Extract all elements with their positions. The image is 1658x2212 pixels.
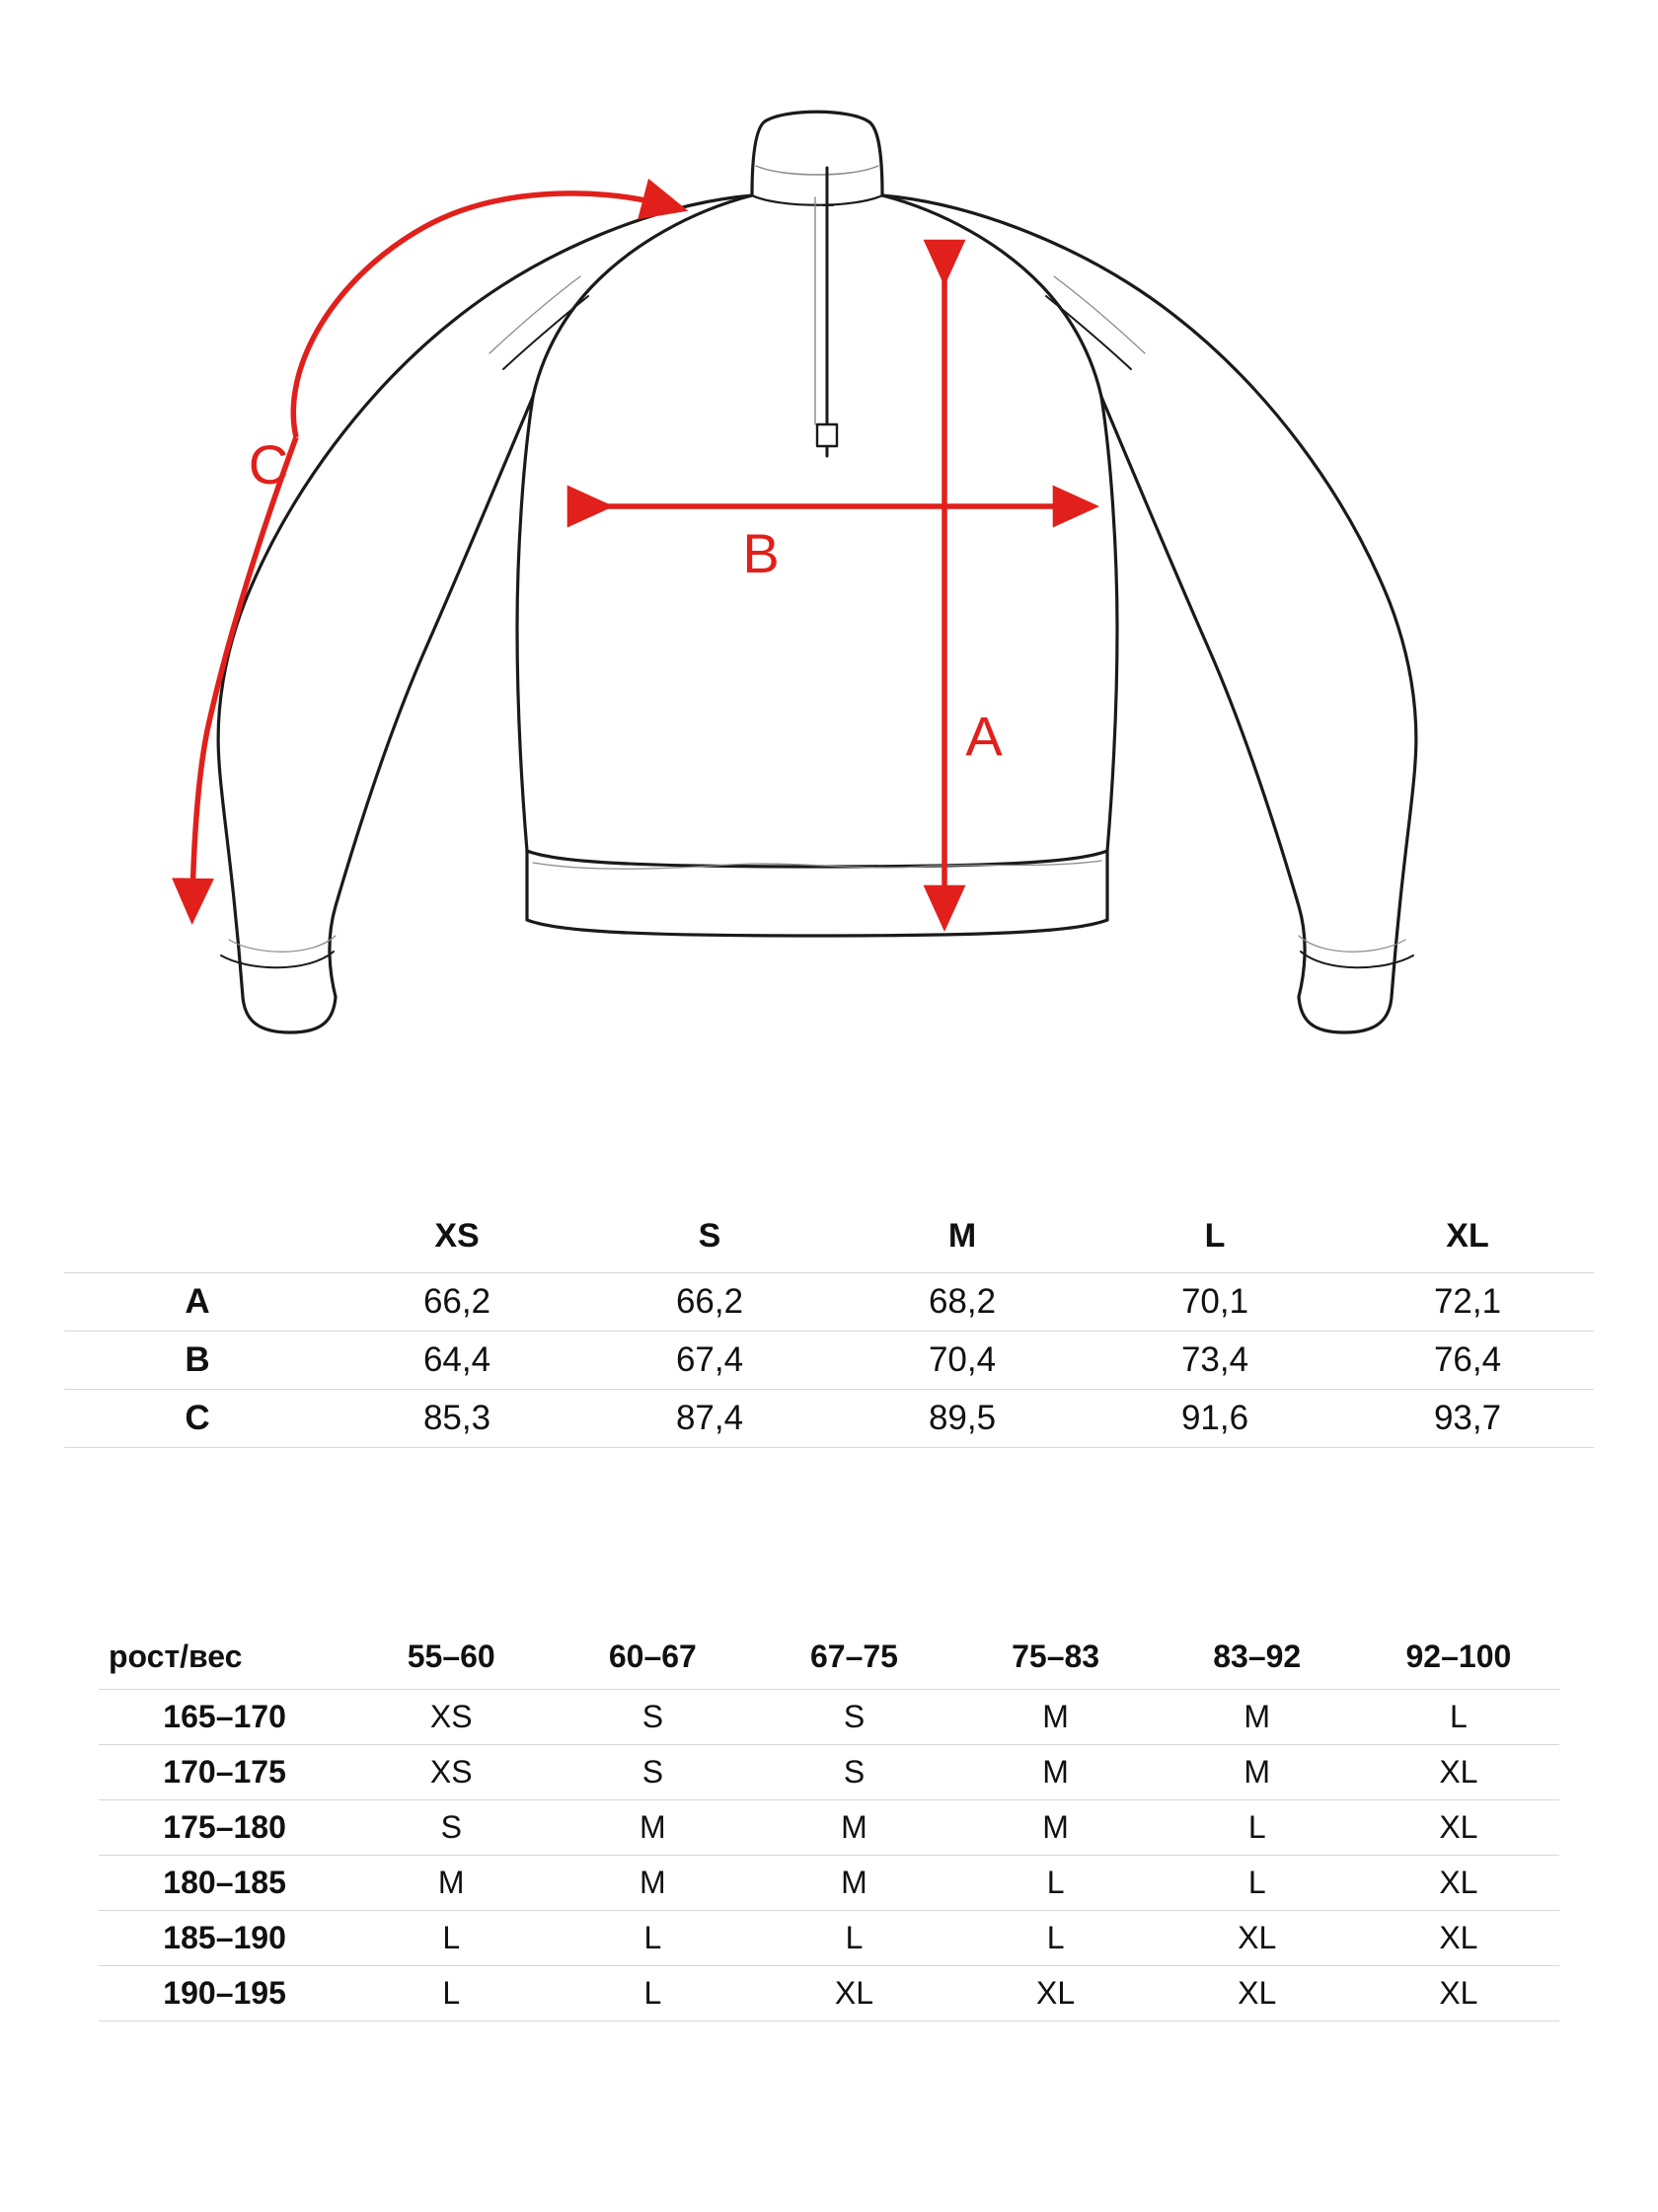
measure-c-m: 89,5 bbox=[928, 1399, 997, 1437]
table-row bbox=[64, 1332, 1594, 1390]
fit-cell-r2c5: M bbox=[1244, 1754, 1271, 1790]
measure-c-s: 87,4 bbox=[675, 1399, 744, 1437]
fit-cell-r2c2: S bbox=[641, 1754, 664, 1790]
fit-cell-r4c1: M bbox=[437, 1865, 465, 1900]
measure-c-l: 91,6 bbox=[1180, 1399, 1249, 1437]
table-row bbox=[99, 1911, 1559, 1966]
fit-cell-r6c3: XL bbox=[834, 1975, 874, 2011]
measurements-corner-cell bbox=[64, 1199, 331, 1273]
measure-label-b: B bbox=[742, 522, 780, 584]
table-row bbox=[64, 1390, 1594, 1448]
fit-cell-r1c2: S bbox=[641, 1699, 664, 1734]
table-row bbox=[64, 1273, 1594, 1332]
height-label-2: 170–175 bbox=[163, 1754, 286, 1790]
size-header-m: M bbox=[947, 1216, 977, 1255]
weight-header-6: 92–100 bbox=[1405, 1638, 1512, 1674]
fit-cell-r4c4: L bbox=[1046, 1865, 1065, 1900]
measure-label-c: C bbox=[248, 433, 289, 496]
fit-cell-r1c4: M bbox=[1042, 1699, 1069, 1734]
size-header-xs: XS bbox=[434, 1216, 480, 1255]
measure-a-xs: 66,2 bbox=[422, 1282, 491, 1321]
table-row bbox=[99, 1966, 1559, 2021]
measure-b-xl: 76,4 bbox=[1433, 1340, 1502, 1379]
measurement-arrow-c bbox=[192, 193, 667, 903]
measure-row-label-a: A bbox=[185, 1282, 210, 1321]
fit-cell-r3c2: M bbox=[640, 1809, 666, 1845]
table-row bbox=[99, 1745, 1559, 1800]
height-label-4: 180–185 bbox=[163, 1865, 286, 1900]
fit-cell-r2c3: S bbox=[843, 1754, 866, 1790]
fit-cell-r5c3: L bbox=[845, 1920, 864, 1955]
fit-cell-r6c2: L bbox=[643, 1975, 662, 2011]
measure-b-s: 67,4 bbox=[675, 1340, 744, 1379]
measure-b-l: 73,4 bbox=[1180, 1340, 1249, 1379]
height-label-3: 175–180 bbox=[163, 1809, 286, 1845]
fit-cell-r3c4: M bbox=[1042, 1809, 1069, 1845]
weight-header-2: 60–67 bbox=[608, 1638, 697, 1674]
fit-cell-r4c3: M bbox=[841, 1865, 867, 1900]
fit-cell-r6c4: XL bbox=[1036, 1975, 1076, 2011]
fit-cell-r5c1: L bbox=[442, 1920, 461, 1955]
fit-cell-r4c2: M bbox=[640, 1865, 666, 1900]
height-label-6: 190–195 bbox=[163, 1975, 286, 2011]
weight-header-3: 67–75 bbox=[809, 1638, 898, 1674]
weight-header-5: 83–92 bbox=[1213, 1638, 1302, 1674]
height-label-1: 165–170 bbox=[163, 1699, 286, 1734]
fit-corner-label: рост/вес bbox=[109, 1638, 243, 1674]
measure-a-m: 68,2 bbox=[928, 1282, 997, 1321]
measure-a-s: 66,2 bbox=[675, 1282, 744, 1321]
measure-b-xs: 64,4 bbox=[422, 1340, 491, 1379]
fit-cell-r3c5: L bbox=[1247, 1809, 1266, 1845]
fit-cell-r3c6: XL bbox=[1439, 1809, 1478, 1845]
measure-c-xs: 85,3 bbox=[422, 1399, 491, 1437]
garment-outline bbox=[218, 112, 1416, 1032]
height-weight-size-table bbox=[99, 1624, 1559, 2021]
weight-header-1: 55–60 bbox=[407, 1638, 495, 1674]
size-header-xl: XL bbox=[1446, 1216, 1489, 1255]
fit-cell-r2c4: M bbox=[1042, 1754, 1069, 1790]
fit-cell-r5c2: L bbox=[643, 1920, 662, 1955]
fit-cell-r4c6: XL bbox=[1439, 1865, 1478, 1900]
size-header-l: L bbox=[1204, 1216, 1226, 1255]
table-row bbox=[99, 1800, 1559, 1856]
fit-cell-r6c1: L bbox=[442, 1975, 461, 2011]
measure-c-xl: 93,7 bbox=[1433, 1399, 1502, 1437]
fit-cell-r4c5: L bbox=[1247, 1865, 1266, 1900]
fit-cell-r2c1: XS bbox=[429, 1754, 473, 1790]
height-label-5: 185–190 bbox=[163, 1920, 286, 1955]
fit-cell-r6c5: XL bbox=[1238, 1975, 1277, 2011]
weight-header-4: 75–83 bbox=[1012, 1638, 1100, 1674]
fit-cell-r2c6: XL bbox=[1439, 1754, 1478, 1790]
fit-cell-r1c6: L bbox=[1450, 1699, 1468, 1734]
fit-cell-r5c6: XL bbox=[1439, 1920, 1478, 1955]
fit-table-container bbox=[0, 1624, 1658, 2021]
table-header-row bbox=[64, 1199, 1594, 1273]
fit-cell-r1c5: M bbox=[1244, 1699, 1271, 1734]
measurements-table-container bbox=[0, 1199, 1658, 1448]
measure-a-xl: 72,1 bbox=[1433, 1282, 1502, 1321]
size-header-s: S bbox=[698, 1216, 721, 1255]
measurements-table bbox=[64, 1199, 1594, 1448]
fit-cell-r3c3: M bbox=[841, 1809, 867, 1845]
measure-label-a: A bbox=[965, 705, 1003, 767]
fit-cell-r6c6: XL bbox=[1439, 1975, 1478, 2011]
fit-cell-r1c3: S bbox=[843, 1699, 866, 1734]
measure-a-l: 70,1 bbox=[1180, 1282, 1249, 1321]
measure-b-m: 70,4 bbox=[928, 1340, 997, 1379]
table-header-row bbox=[99, 1624, 1559, 1690]
measure-row-label-b: B bbox=[185, 1340, 210, 1379]
fit-cell-r5c5: XL bbox=[1238, 1920, 1277, 1955]
measure-row-label-c: C bbox=[185, 1399, 210, 1437]
fit-cell-r1c1: XS bbox=[429, 1699, 473, 1734]
fit-cell-r5c4: L bbox=[1046, 1920, 1065, 1955]
fit-cell-r3c1: S bbox=[440, 1809, 462, 1845]
table-row bbox=[99, 1856, 1559, 1911]
table-row bbox=[99, 1690, 1559, 1745]
